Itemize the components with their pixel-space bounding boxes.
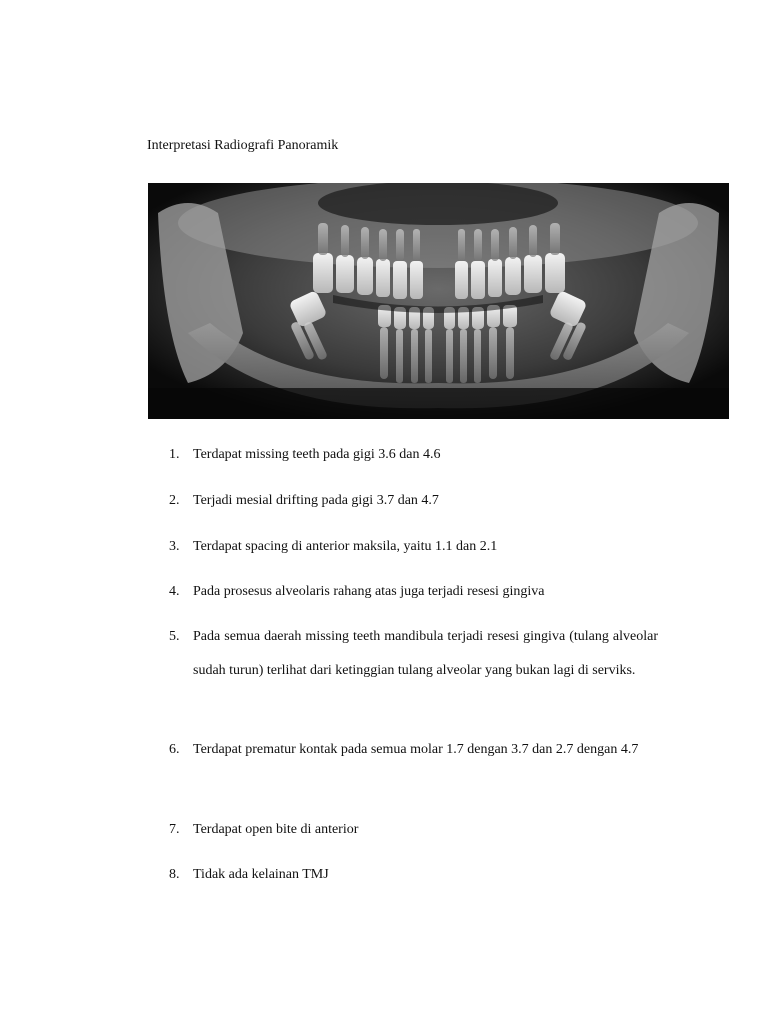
document-title: Interpretasi Radiografi Panoramik xyxy=(147,138,339,153)
list-item xyxy=(169,620,658,688)
list-item-number: 1. xyxy=(169,447,180,462)
list-item-number: 3. xyxy=(169,539,180,554)
list-item-number: 6. xyxy=(169,742,180,757)
list-item xyxy=(169,858,658,892)
list-item-text: Terdapat open bite di anterior xyxy=(193,822,359,837)
list-item-number: 8. xyxy=(169,867,180,882)
list-item xyxy=(169,530,658,564)
list-item xyxy=(169,438,658,472)
list-item-number: 4. xyxy=(169,584,180,599)
list-item-text: Tidak ada kelainan TMJ xyxy=(193,867,329,882)
list-item-text: Terdapat spacing di anterior maksila, yaitu 1.1 dan 2.1 xyxy=(193,539,498,554)
list-item-number: 7. xyxy=(169,822,180,837)
list-item-number: 5. xyxy=(169,629,180,644)
list-item xyxy=(169,575,658,609)
list-item xyxy=(169,484,658,518)
list-item-text: Terdapat prematur kontak pada semua molar 1.7 dengan 3.7 dan 2.7 dengan 4.7 xyxy=(193,742,639,757)
panoramic-radiograph-image xyxy=(148,183,729,419)
list-item-text: Pada prosesus alveolaris rahang atas juga terjadi resesi gingiva xyxy=(193,584,545,599)
list-item-text: Terdapat missing teeth pada gigi 3.6 dan 4.6 xyxy=(193,447,441,462)
list-item-text: Pada semua daerah missing teeth mandibula terjadi resesi gingiva (tulang alveolar sudah turun) terlihat dari ketinggian tulang alveolar yang bukan lagi di serviks. xyxy=(193,629,658,678)
list-item xyxy=(169,813,658,847)
list-item xyxy=(169,733,658,767)
list-item-text: Terjadi mesial drifting pada gigi 3.7 dan 4.7 xyxy=(193,493,439,508)
list-item-number: 2. xyxy=(169,493,180,508)
